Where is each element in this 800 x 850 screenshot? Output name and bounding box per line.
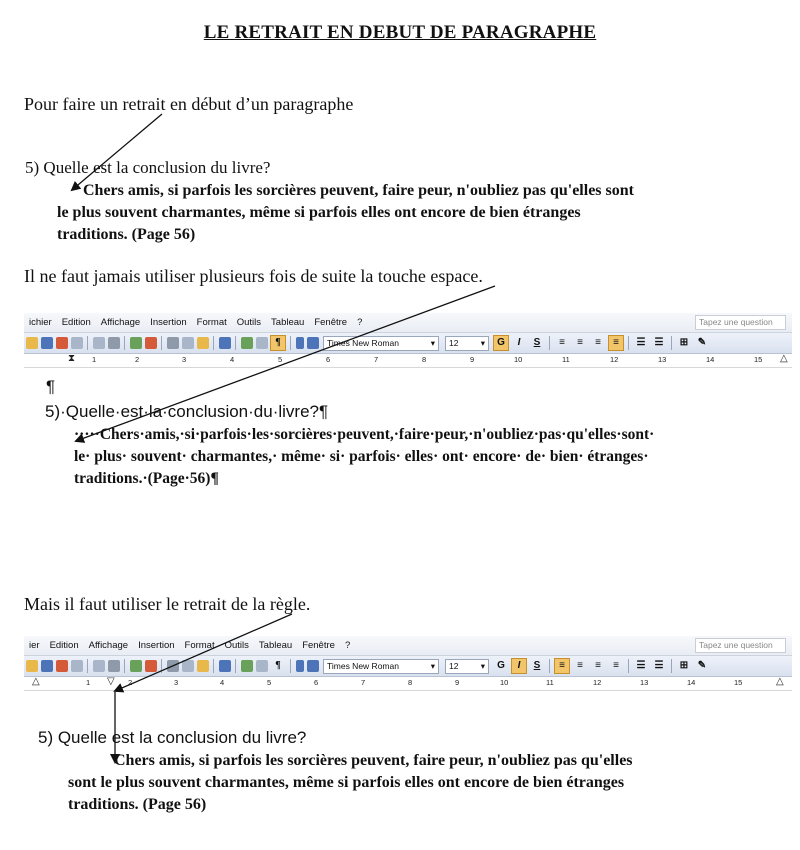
ruler-number: 9 bbox=[470, 355, 475, 364]
word1-line1: ·····Chers·amis,·si·parfois·les·sorcières·peuvent,·faire·peur,·n'oubliez·pas·qu'elles·sont· bbox=[74, 426, 655, 443]
menu-edition[interactable]: Edition bbox=[61, 317, 91, 328]
hanging-indent-marker[interactable]: △ bbox=[32, 676, 40, 687]
ruler-number: 3 bbox=[182, 355, 187, 364]
justify-icon[interactable]: ≡ bbox=[613, 660, 619, 671]
word2-question: 5) Quelle est la conclusion du livre? bbox=[38, 728, 307, 747]
ruler-number: 7 bbox=[374, 355, 379, 364]
ruler-number: 7 bbox=[361, 678, 366, 687]
ruler-number: 11 bbox=[562, 355, 570, 364]
bold-button[interactable]: G bbox=[493, 335, 509, 351]
align-right-icon[interactable]: ≡ bbox=[595, 337, 601, 348]
ruler-number: 14 bbox=[687, 678, 696, 687]
menu-format[interactable]: Format bbox=[196, 317, 227, 328]
chevron-down-icon: ▾ bbox=[480, 660, 485, 671]
ruler-number: 3 bbox=[174, 678, 179, 687]
underline-button[interactable]: S bbox=[533, 337, 541, 348]
ruler-number: 14 bbox=[706, 355, 715, 364]
font-name-value: Times New Roman bbox=[327, 337, 399, 348]
menu-tableau[interactable]: Tableau bbox=[258, 640, 293, 651]
menu-format[interactable]: Format bbox=[184, 640, 215, 651]
numbering-icon[interactable]: ☰ bbox=[636, 660, 646, 671]
ruler-number: 12 bbox=[610, 355, 619, 364]
align-right-icon[interactable]: ≡ bbox=[595, 660, 601, 671]
word2-line2: sont le plus souvent charmantes, même si parfois elles ont encore de bien étranges bbox=[68, 774, 625, 791]
numbering-icon[interactable]: ☰ bbox=[636, 337, 646, 348]
example1-line2: le plus souvent charmantes, même si parfois elles ont encore de bien étranges bbox=[57, 204, 581, 221]
menu-help[interactable]: ? bbox=[357, 317, 363, 328]
menu-insertion[interactable]: Insertion bbox=[138, 640, 175, 651]
menu-insertion[interactable]: Insertion bbox=[150, 317, 187, 328]
word1-question: 5)·Quelle·est·la·conclusion·du·livre?¶ bbox=[45, 402, 329, 421]
align-center-icon[interactable]: ≡ bbox=[577, 660, 583, 671]
bold-button[interactable]: G bbox=[497, 660, 505, 671]
word1-line3: traditions.·(Page·56)¶ bbox=[74, 470, 219, 487]
menu-outils[interactable]: Outils bbox=[224, 640, 249, 651]
right-indent-marker[interactable]: △ bbox=[776, 676, 784, 687]
intro-text: Pour faire un retrait en début d’un paragraphe bbox=[24, 94, 354, 114]
right-indent-marker[interactable]: △ bbox=[780, 353, 788, 364]
ruler-number: 11 bbox=[546, 678, 554, 687]
ruler-number: 4 bbox=[220, 678, 225, 687]
ruler-number: 5 bbox=[267, 678, 272, 687]
italic-button[interactable]: I bbox=[517, 337, 521, 348]
hanging-indent-marker[interactable]: ⧗ bbox=[68, 353, 76, 364]
borders-icon[interactable]: ⊞ bbox=[679, 660, 689, 671]
ruler-number: 10 bbox=[514, 355, 523, 364]
menu-affichage[interactable]: Affichage bbox=[88, 640, 129, 651]
align-left-icon[interactable]: ≡ bbox=[554, 658, 570, 674]
warning-text: Il ne faut jamais utiliser plusieurs fois de suite la touche espace. bbox=[24, 266, 483, 286]
font-name-value: Times New Roman bbox=[327, 660, 399, 671]
ruler-number: 2 bbox=[135, 355, 140, 364]
empty-paragraph-mark: ¶ bbox=[46, 377, 56, 396]
ruler-number: 13 bbox=[640, 678, 649, 687]
menu-fichier[interactable]: ier bbox=[29, 640, 40, 651]
ruler-number: 5 bbox=[278, 355, 283, 364]
chevron-down-icon: ▾ bbox=[430, 660, 435, 671]
italic-button[interactable]: I bbox=[511, 658, 527, 674]
ruler-number: 2 bbox=[128, 678, 133, 687]
font-size-value: 12 bbox=[449, 660, 459, 671]
underline-button[interactable]: S bbox=[533, 660, 541, 671]
page-title: LE RETRAIT EN DEBUT DE PARAGRAPHE bbox=[203, 22, 597, 43]
example1-line3: traditions. (Page 56) bbox=[57, 226, 196, 243]
arrow-to-indent bbox=[72, 114, 162, 190]
ruler-number: 9 bbox=[455, 678, 460, 687]
arrow-to-spaces bbox=[76, 286, 495, 441]
font-size-value: 12 bbox=[449, 337, 459, 348]
word1-line2: le· plus· souvent· charmantes,· même· si· parfois· elles· ont· encore· de· bien· étranges· bbox=[74, 448, 649, 465]
borders-icon[interactable]: ⊞ bbox=[679, 337, 689, 348]
chevron-down-icon: ▾ bbox=[480, 337, 485, 348]
ruler-number: 10 bbox=[500, 678, 509, 687]
ruler-number: 6 bbox=[314, 678, 319, 687]
chevron-down-icon: ▾ bbox=[430, 337, 435, 348]
show-formatting-button[interactable]: ¶ bbox=[275, 660, 281, 671]
ask-question-input[interactable]: Tapez une question bbox=[695, 638, 786, 653]
show-formatting-button[interactable]: ¶ bbox=[270, 335, 286, 351]
ruler-number: 1 bbox=[86, 678, 91, 687]
bullets-icon[interactable]: ☰ bbox=[654, 337, 664, 348]
align-center-icon[interactable]: ≡ bbox=[577, 337, 583, 348]
example1-line1: Chers amis, si parfois les sorcières peuvent, faire peur, n'oubliez pas qu'elles sont bbox=[83, 182, 634, 199]
instruction-text: Mais il faut utiliser le retrait de la règle. bbox=[24, 594, 311, 614]
ruler-number: 15 bbox=[734, 678, 743, 687]
example1-question: 5) Quelle est la conclusion du livre? bbox=[25, 158, 271, 177]
first-line-indent-marker[interactable]: ▽ bbox=[107, 676, 115, 687]
menu-fenetre[interactable]: Fenêtre bbox=[302, 640, 335, 651]
word2-line3: traditions. (Page 56) bbox=[68, 796, 207, 813]
menu-fichier[interactable]: ichier bbox=[29, 317, 52, 328]
highlight-icon[interactable]: ✎ bbox=[697, 337, 707, 348]
menu-help[interactable]: ? bbox=[344, 640, 351, 651]
ask-question-input[interactable]: Tapez une question bbox=[695, 315, 786, 330]
menu-affichage[interactable]: Affichage bbox=[100, 317, 141, 328]
justify-icon[interactable]: ≡ bbox=[608, 335, 624, 351]
ruler-number: 8 bbox=[422, 355, 427, 364]
ruler-number: 6 bbox=[326, 355, 331, 364]
menu-tableau[interactable]: Tableau bbox=[271, 317, 305, 328]
arrow-to-ruler bbox=[115, 614, 292, 691]
ruler-number: 1 bbox=[92, 355, 97, 364]
ruler-number: 4 bbox=[230, 355, 235, 364]
ruler-number: 8 bbox=[408, 678, 413, 687]
ruler-number: 12 bbox=[593, 678, 602, 687]
align-left-icon[interactable]: ≡ bbox=[559, 337, 565, 348]
bullets-icon[interactable]: ☰ bbox=[654, 660, 664, 671]
ruler-number: 13 bbox=[658, 355, 667, 364]
menu-edition[interactable]: Edition bbox=[49, 640, 79, 651]
menu-outils[interactable]: Outils bbox=[236, 317, 262, 328]
menu-fenetre[interactable]: Fenêtre bbox=[314, 317, 348, 328]
word2-line1: Chers amis, si parfois les sorcières peuvent, faire peur, n'oubliez pas qu'elles bbox=[114, 752, 633, 769]
ruler-number: 15 bbox=[754, 355, 763, 364]
highlight-icon[interactable]: ✎ bbox=[697, 660, 707, 671]
